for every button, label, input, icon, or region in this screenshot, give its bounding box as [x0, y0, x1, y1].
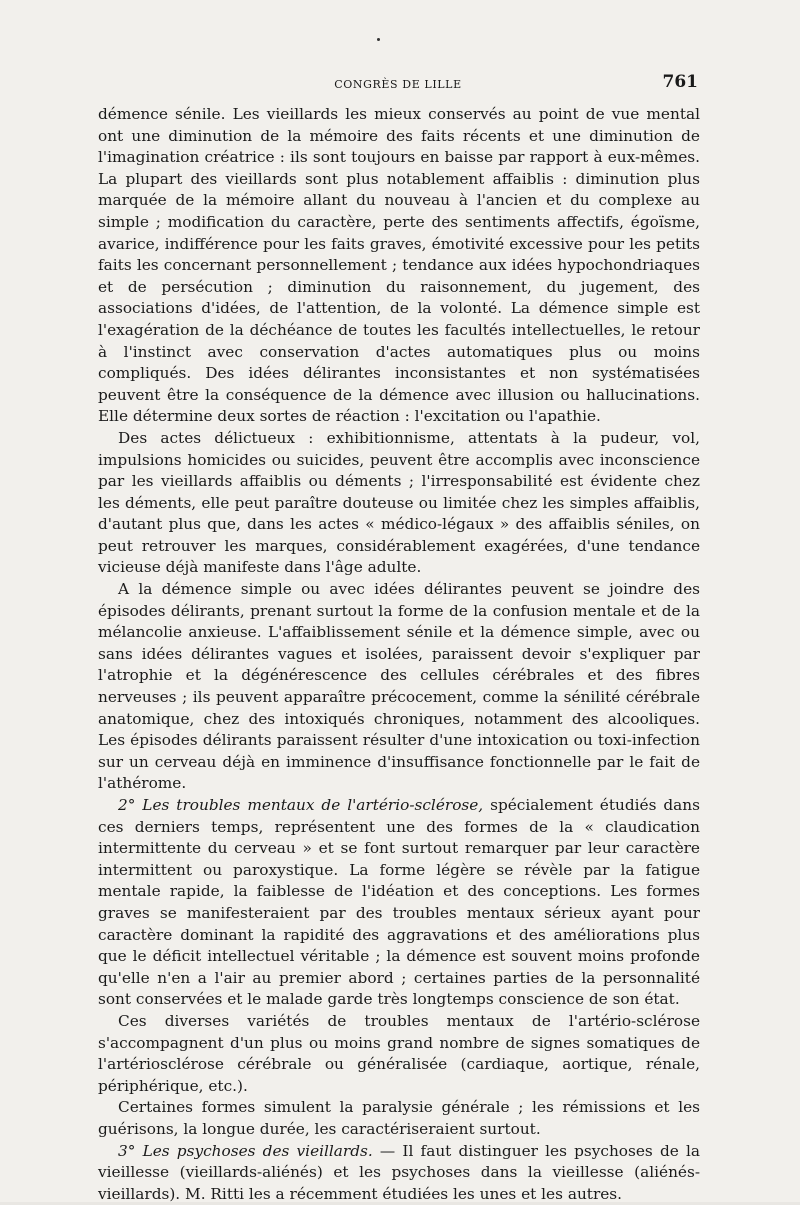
paragraph-4-text: spécialement étudiés dans ces derniers temps, représentent une des formes de la « claudication intermittente du cerveau » et se font surtout remarquer par leur caractère intermittent ou paroxystique. La forme légère se révèle par la fatigue mentale rapide, la faiblesse de l'idéation et des conceptions. Les formes graves se manifesteraient par des troubles mentaux sérieux ayant pour caractère dominant la rapidité des aggravations et des améliorations plus que le déficit intellectuel véritable ; la démence est souvent moins profonde qu'elle n'en a l'air au premier abord ; certaines parties de la personnalité sont conservées et le malade garde très longtemps conscience de son état.	[98, 796, 700, 1008]
paragraph-2: Des actes délictueux : exhibitionnisme, attentats à la pudeur, vol, impulsions homicides ou suicides, peuvent être accomplis avec inconscience par les vieillards affaiblis ou déments ; l'irresponsabilité est évidente chez les déments, elle peut paraître douteuse ou limitée chez les simples affaiblis, d'autant plus que, dans les actes « médico-légaux » des affaiblis séniles, on peut retrouver les marques, considérablement exagérées, d'une tendance vicieuse déjà manifeste dans l'âge adulte.	[98, 428, 700, 579]
body-text	[98, 104, 700, 1205]
paragraph-1: démence sénile. Les vieillards les mieux conservés au point de vue mental ont une diminution de la mémoire des faits récents et une diminution de l'imagination créatrice : ils sont toujours en baisse par rapport à eux-mêmes. La plupart des vieillards sont plus notablement affaiblis : diminution plus marquée de la mémoire allant du nouveau à l'ancien et du complexe au simple ; modification du caractère, perte des sentiments affectifs, égoïsme, avarice, indifférence pour les faits graves, émotivité excessive pour les petits faits les concernant personnellement ; tendance aux idées hypochondriaques et de persécution ; diminution du raisonnement, du jugement, des associations d'idées, de l'attention, de la volonté. La démence simple est l'exagération de la déchéance de toutes les facultés intellectuelles, le retour à l'instinct avec conservation d'actes automatiques plus ou moins compliqués. Des idées délirantes inconsistantes et non systématisées peuvent être la conséquence de la démence avec illusion ou hallucinations. Elle détermine deux sortes de réaction : l'excitation ou l'apathie.	[98, 104, 700, 428]
speck-mark	[377, 38, 380, 41]
section-heading-2: 2° Les troubles mentaux de l'artério-sclérose,	[118, 796, 483, 814]
paragraph-7-text: — Il faut distinguer les psychoses de la vieillesse (vieillards-aliénés) et les psychoses dans la vieillesse (aliénés-vieillards). M. Ritti les a récemment étudiées les unes et les autres.	[98, 1142, 700, 1203]
paragraph-5: Ces diverses variétés de troubles mentaux de l'artério-sclérose s'accompagnent d'un plus ou moins grand nombre de signes somatiques de l'artériosclérose cérébrale ou généralisée (cardiaque, aortique, rénale, périphérique, etc.).	[98, 1011, 700, 1097]
running-head: CONGRÈS DE LILLE	[98, 78, 698, 91]
paragraph-3: A la démence simple ou avec idées délirantes peuvent se joindre des épisodes délirants, prenant surtout la forme de la confusion mentale et de la mélancolie anxieuse. L'affaiblissement sénile et la démence simple, avec ou sans idées délirantes vagues et isolées, paraissent devoir s'expliquer par l'atrophie et la dégénérescence des cellules cérébrales et des fibres nerveuses ; ils peuvent apparaître précocement, comme la sénilité cérébrale anatomique, chez des intoxiqués chroniques, notamment des alcooliques. Les épisodes délirants paraissent résulter d'une intoxication ou toxi-infection sur un cerveau déjà en imminence d'insuffisance fonctionnelle par le fait de l'athérome.	[98, 579, 700, 795]
paragraph-7	[98, 1141, 700, 1205]
section-heading-3: 3° Les psychoses des vieillards.	[118, 1142, 373, 1160]
paragraph-6: Certaines formes simulent la paralysie générale ; les rémissions et les guérisons, la longue durée, les caractériseraient surtout.	[98, 1097, 700, 1140]
page-number: 761	[663, 72, 699, 92]
page-header	[98, 72, 698, 96]
paragraph-4	[98, 795, 700, 1011]
